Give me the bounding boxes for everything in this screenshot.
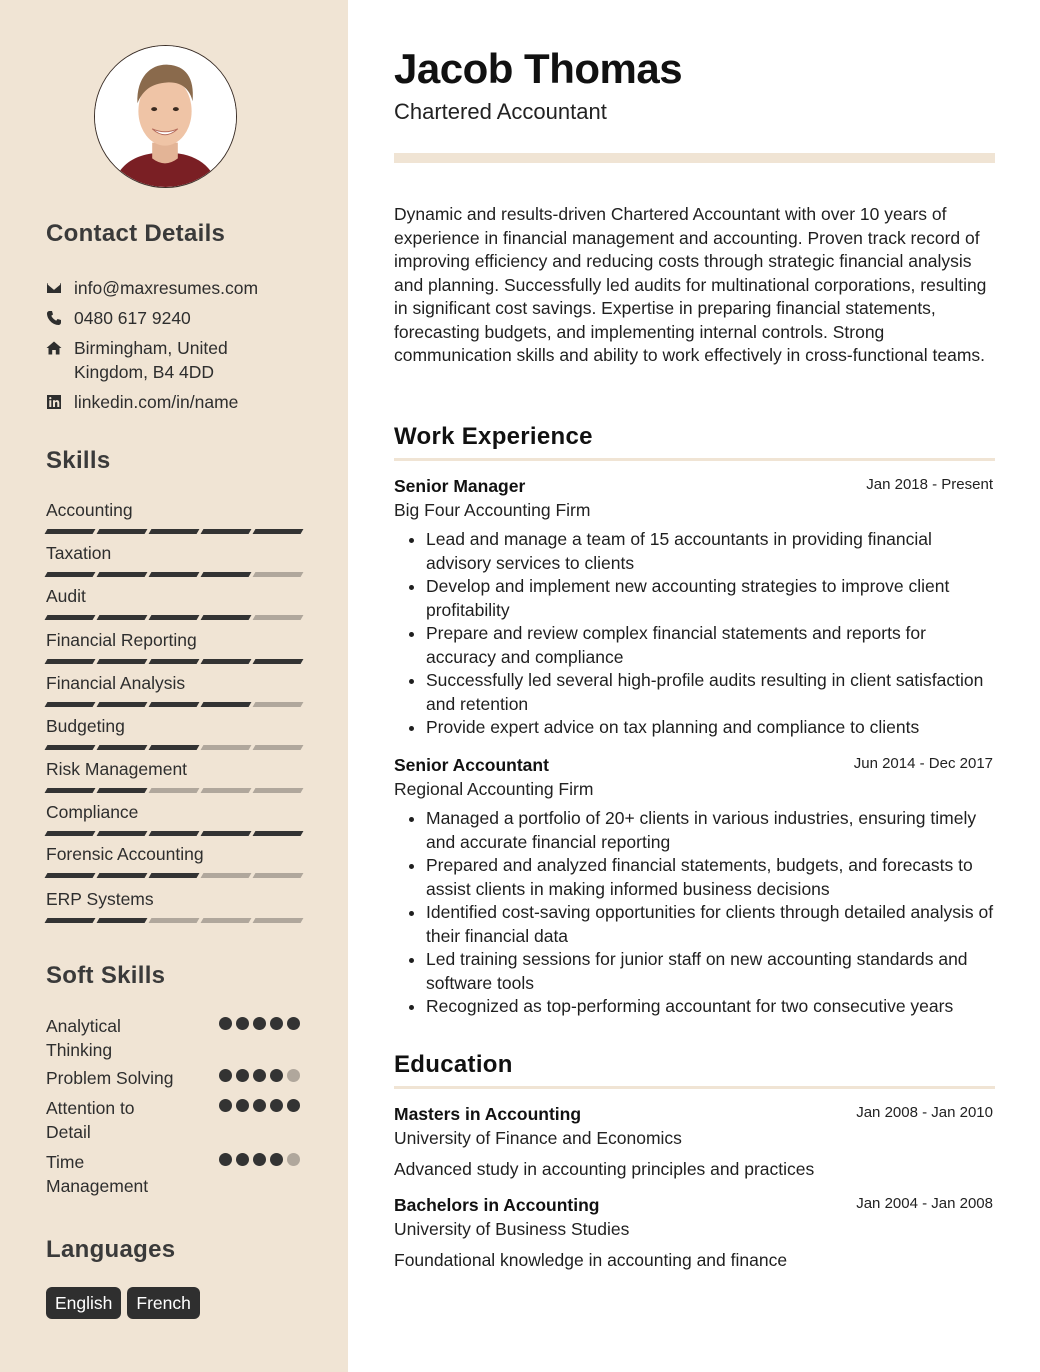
contact-phone-text: 0480 617 9240: [74, 308, 191, 328]
degree-date: Jan 2004 - Jan 2008: [856, 1195, 993, 1212]
rating-dot: [270, 1099, 283, 1112]
rating-dot: [287, 1017, 300, 1030]
rating-dot: [236, 1153, 249, 1166]
skill-item: [46, 499, 302, 534]
soft-skill-rating: [219, 1153, 300, 1166]
rating-dot: [219, 1017, 232, 1030]
soft-skill-label-line: Analytical: [46, 1016, 121, 1036]
skill-level-segment: [201, 918, 252, 923]
rating-dot: [270, 1069, 283, 1082]
skill-level-segment: [149, 873, 200, 878]
skill-level-segment: [97, 788, 148, 793]
skill-level-segment: [97, 873, 148, 878]
skill-level-segment: [149, 788, 200, 793]
contact-address-line2: Kingdom, B4 4DD: [74, 362, 215, 382]
job-bullet: • Identified cost-saving opportunities for clients through detailed analysis of their financial data: [426, 901, 995, 948]
skill-level-segment: [201, 745, 252, 750]
contact-linkedin-text: linkedin.com/in/name: [74, 392, 239, 412]
skill-item: [46, 672, 302, 707]
job-bullets: [394, 807, 995, 1019]
degree-date: Jan 2008 - Jan 2010: [856, 1104, 993, 1121]
skill-level-segment: [253, 788, 304, 793]
education-divider: [394, 1086, 995, 1089]
rating-dot: [270, 1017, 283, 1030]
skills-heading: Skills: [46, 447, 111, 474]
soft-skills-heading: Soft Skills: [46, 962, 166, 989]
job-entry-senior-manager: [394, 474, 995, 740]
skill-label: Compliance: [46, 802, 139, 822]
profile-summary: Dynamic and results-driven Chartered Accountant with over 10 years of experience in financial management and accounting. Proven track record of improving efficiency and reducing costs through strategic financial analysis and planning. Successfully led audits for multinational corporations, resulting in significant cost savings. Expertise in preparing financial statements, forecasting budgets, and implementing internal controls. Strong communication skills and ability to work effectively in cross-functional teams.: [394, 204, 987, 365]
rating-dot: [287, 1153, 300, 1166]
skill-level-segment: [253, 572, 304, 577]
skill-level-segment: [45, 745, 96, 750]
job-company: Regional Accounting Firm: [394, 779, 594, 799]
skill-level-bar: [46, 702, 302, 707]
soft-skill-rating: [219, 1069, 300, 1082]
skill-level-segment: [149, 831, 200, 836]
degree-school: University of Business Studies: [394, 1219, 630, 1239]
rating-dot: [253, 1017, 266, 1030]
soft-skill-label-line: Detail: [46, 1122, 91, 1142]
skill-item: [46, 715, 302, 750]
rating-dot: [236, 1099, 249, 1112]
job-title: Senior Manager: [394, 476, 526, 496]
contact-address-line1: Birmingham, United: [74, 338, 228, 358]
skill-label: Taxation: [46, 543, 112, 563]
sidebar: [0, 0, 348, 1372]
skill-level-segment: [253, 702, 304, 707]
avatar: [94, 45, 237, 188]
skill-level-bar: [46, 615, 302, 620]
skill-level-segment: [253, 873, 304, 878]
soft-skill-item: [46, 1014, 302, 1062]
skill-level-segment: [201, 702, 252, 707]
skill-level-segment: [201, 529, 252, 534]
rating-dot: [270, 1153, 283, 1166]
skill-label: Risk Management: [46, 759, 188, 779]
skill-label: Financial Analysis: [46, 673, 186, 693]
rating-dot: [236, 1069, 249, 1082]
job-bullet: • Develop and implement new accounting strategies to improve client profitability: [426, 575, 995, 622]
soft-skill-item: [46, 1150, 302, 1198]
skill-level-segment: [97, 572, 148, 577]
soft-skill-rating: [219, 1017, 300, 1030]
soft-skill-label-line: Problem Solving: [46, 1068, 174, 1088]
skill-level-segment: [45, 788, 96, 793]
language-chip: English: [46, 1287, 121, 1319]
skill-item: [46, 629, 302, 664]
skill-item: [46, 542, 302, 577]
job-bullet: • Led training sessions for junior staff on new accounting standards and software tools: [426, 948, 995, 995]
home-icon: [46, 336, 74, 360]
contact-email[interactable]: [46, 276, 258, 300]
skill-level-segment: [149, 529, 200, 534]
profile-photo: [95, 46, 236, 187]
skill-item: [46, 843, 302, 878]
rating-dot: [219, 1069, 232, 1082]
skill-level-segment: [149, 918, 200, 923]
work-heading: Work Experience: [394, 423, 593, 450]
job-title: Senior Accountant: [394, 755, 549, 775]
soft-skill-label-line: Time: [46, 1152, 85, 1172]
degree-title: Bachelors in Accounting: [394, 1195, 600, 1215]
degree-title: Masters in Accounting: [394, 1104, 582, 1124]
skill-level-segment: [45, 831, 96, 836]
skill-level-bar: [46, 831, 302, 836]
soft-skill-rating: [219, 1099, 300, 1112]
skill-level-segment: [201, 873, 252, 878]
degree-description: Advanced study in accounting principles and practices: [394, 1159, 815, 1179]
job-bullet: • Successfully led several high-profile audits resulting in client satisfaction and retention: [426, 669, 995, 716]
skill-level-segment: [253, 615, 304, 620]
skill-level-segment: [149, 659, 200, 664]
contact-phone[interactable]: [46, 306, 191, 330]
job-company: Big Four Accounting Firm: [394, 500, 591, 520]
skill-level-segment: [149, 702, 200, 707]
languages-heading: Languages: [46, 1236, 176, 1263]
rating-dot: [253, 1153, 266, 1166]
soft-skill-label: [46, 1096, 196, 1144]
main-content: [348, 0, 1040, 1372]
skill-level-segment: [97, 615, 148, 620]
phone-icon: [46, 306, 74, 330]
skill-level-bar: [46, 529, 302, 534]
envelope-icon: [46, 276, 74, 300]
skill-item: [46, 801, 302, 836]
skill-level-segment: [149, 572, 200, 577]
skill-level-segment: [45, 615, 96, 620]
degree-description: Foundational knowledge in accounting and finance: [394, 1250, 788, 1270]
rating-dot: [236, 1017, 249, 1030]
soft-skill-label: [46, 1150, 196, 1198]
rating-dot: [287, 1069, 300, 1082]
job-bullet: • Recognized as top-performing accountant for two consecutive years: [426, 995, 995, 1019]
contact-linkedin[interactable]: [46, 390, 238, 414]
skill-label: Forensic Accounting: [46, 844, 204, 864]
candidate-name: Jacob Thomas: [394, 45, 683, 92]
skill-level-segment: [253, 831, 304, 836]
skill-level-segment: [201, 572, 252, 577]
job-bullet: • Prepare and review complex financial statements and reports for accuracy and compliance: [426, 622, 995, 669]
skill-level-segment: [253, 659, 304, 664]
skill-level-segment: [201, 615, 252, 620]
skill-level-bar: [46, 873, 302, 878]
education-heading: Education: [394, 1051, 513, 1078]
rating-dot: [219, 1153, 232, 1166]
rating-dot: [253, 1069, 266, 1082]
skill-level-segment: [45, 918, 96, 923]
degree-school: University of Finance and Economics: [394, 1128, 682, 1148]
soft-skill-label-line: Thinking: [46, 1040, 113, 1060]
job-date: Jan 2018 - Present: [866, 476, 993, 493]
soft-skill-item: [46, 1066, 302, 1090]
skill-level-segment: [45, 659, 96, 664]
job-bullet: • Lead and manage a team of 15 accountants in providing financial advisory services to clients: [426, 528, 995, 575]
skill-level-bar: [46, 745, 302, 750]
skill-level-segment: [97, 918, 148, 923]
skill-level-segment: [253, 529, 304, 534]
skill-level-segment: [201, 831, 252, 836]
skill-level-segment: [253, 745, 304, 750]
rating-dot: [287, 1099, 300, 1112]
skill-label: Budgeting: [46, 716, 125, 736]
job-date: Jun 2014 - Dec 2017: [853, 755, 993, 772]
soft-skill-label-line: Management: [46, 1176, 149, 1196]
skill-level-segment: [201, 788, 252, 793]
job-bullets: [394, 528, 995, 740]
skill-level-segment: [97, 745, 148, 750]
skill-level-segment: [253, 918, 304, 923]
soft-skill-label: [46, 1014, 196, 1062]
linkedin-icon: [46, 390, 74, 414]
skill-level-bar: [46, 788, 302, 793]
skill-level-segment: [97, 659, 148, 664]
skill-level-segment: [149, 615, 200, 620]
language-chip: French: [127, 1287, 199, 1319]
contact-heading: Contact Details: [46, 220, 226, 247]
contact-email-text: info@maxresumes.com: [74, 278, 259, 298]
skill-item: [46, 585, 302, 620]
job-entry-senior-accountant: [394, 753, 995, 1019]
skill-level-segment: [97, 529, 148, 534]
header-divider: [394, 153, 995, 163]
skill-label: Audit: [46, 586, 86, 606]
education-entry-bachelors: [394, 1193, 995, 1272]
rating-dot: [253, 1099, 266, 1112]
skill-level-segment: [97, 702, 148, 707]
skill-level-segment: [201, 659, 252, 664]
skill-level-bar: [46, 572, 302, 577]
skill-level-segment: [45, 572, 96, 577]
soft-skill-label-line: Attention to: [46, 1098, 135, 1118]
soft-skill-item: [46, 1096, 302, 1144]
skill-label: Accounting: [46, 500, 133, 520]
skill-label: Financial Reporting: [46, 630, 197, 650]
skill-level-segment: [45, 529, 96, 534]
skill-item: [46, 888, 302, 923]
skill-level-segment: [149, 745, 200, 750]
skill-item: [46, 758, 302, 793]
work-divider: [394, 458, 995, 461]
skill-label: ERP Systems: [46, 889, 154, 909]
job-bullet: • Prepared and analyzed financial statements, budgets, and forecasts to assist clients in making informed business decisions: [426, 854, 995, 901]
soft-skill-label: [46, 1066, 196, 1090]
rating-dot: [219, 1099, 232, 1112]
education-entry-masters: [394, 1102, 995, 1181]
skill-level-segment: [97, 831, 148, 836]
skill-level-bar: [46, 918, 302, 923]
skill-level-segment: [45, 702, 96, 707]
job-bullet: • Managed a portfolio of 20+ clients in various industries, ensuring timely and accurate financial reporting: [426, 807, 995, 854]
candidate-role: Chartered Accountant: [394, 99, 607, 124]
job-bullet: • Provide expert advice on tax planning and compliance to clients: [426, 716, 995, 740]
languages-list: [46, 1287, 200, 1319]
skill-level-bar: [46, 659, 302, 664]
skill-level-segment: [45, 873, 96, 878]
contact-address: [46, 336, 228, 384]
